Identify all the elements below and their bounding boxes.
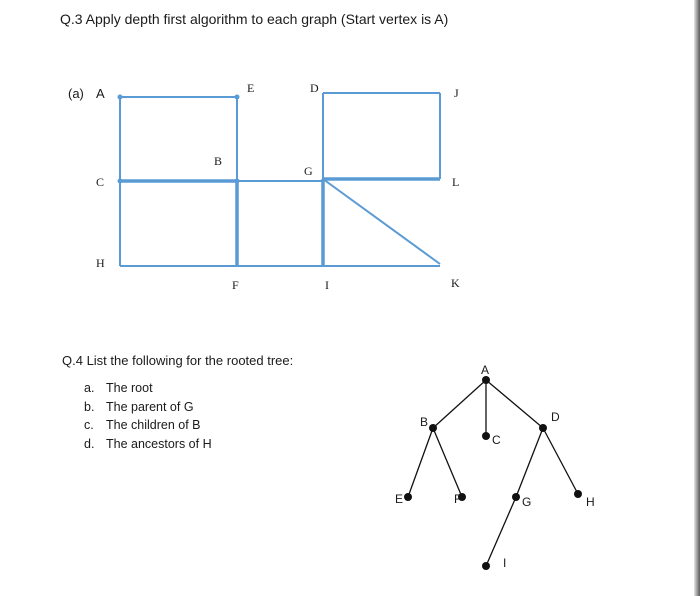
list-item-text: The children of B xyxy=(106,418,201,432)
tree-edge-b-f xyxy=(433,428,462,497)
graph-vertex-label-g: G xyxy=(304,164,313,178)
tree-edge-g-i xyxy=(486,497,516,566)
tree-label-h: H xyxy=(586,495,595,509)
list-marker: a. xyxy=(84,381,95,395)
question-4-title: Q.4 List the following for the rooted tree: xyxy=(62,353,294,368)
tree-label-e: E xyxy=(395,492,404,506)
graph-vertex-label-e: E xyxy=(247,81,255,95)
list-marker: b. xyxy=(84,399,95,414)
tree-edge-d-g xyxy=(516,428,543,497)
tree-node-c xyxy=(482,432,490,440)
list-item xyxy=(84,381,212,400)
list-item xyxy=(84,437,212,456)
graph-vertex-label-d: D xyxy=(310,81,319,95)
graph-vertex-label-c: C xyxy=(96,175,105,189)
list-marker: d. xyxy=(84,436,95,451)
tree-node-d xyxy=(539,424,547,432)
graph-vertex-label-h: H xyxy=(96,256,105,270)
tree-label-d: D xyxy=(551,410,560,424)
tree-edge-b-e xyxy=(408,428,433,497)
graph-vertex-label-j: J xyxy=(454,86,459,100)
list-item-text: The ancestors of H xyxy=(106,436,212,451)
graph-vertex-label-a: A xyxy=(96,86,105,101)
graph-vertex-label-k: K xyxy=(451,276,460,290)
tree-edge-a-d xyxy=(486,380,543,428)
graph-vertex-label-f: F xyxy=(232,278,239,292)
tree-edge-a-b xyxy=(433,380,486,428)
question-3-title: Q.3 Apply depth first algorithm to each graph (Start vertex is A) xyxy=(60,11,449,27)
tree-edges xyxy=(408,380,578,566)
graph-vertex-label-l: L xyxy=(452,175,460,189)
question-4-list xyxy=(84,381,212,455)
tree-label-f: F xyxy=(454,492,462,506)
tree-node-g xyxy=(512,493,520,501)
tree-nodes xyxy=(404,376,582,570)
graph-vertex-label-b: B xyxy=(214,154,223,168)
tree-label-b: B xyxy=(420,415,429,429)
graph-edge-g-k xyxy=(323,179,440,264)
part-a-label: (a) xyxy=(68,86,84,101)
tree-node-b xyxy=(429,424,437,432)
list-item xyxy=(84,400,212,419)
list-item-text: The parent of G xyxy=(106,399,194,414)
tree-node-i xyxy=(482,562,490,570)
tree-label-a: A xyxy=(481,363,490,377)
graph-dot-c xyxy=(118,179,123,184)
graph-dot-b xyxy=(235,179,240,184)
tree-node-h xyxy=(574,490,582,498)
tree-label-i: I xyxy=(503,556,507,570)
graph-vertex-dots xyxy=(118,95,240,184)
list-item-text: The root xyxy=(106,381,153,395)
tree-label-c: C xyxy=(492,433,501,447)
graph-edges xyxy=(120,93,440,266)
graph-dot-a xyxy=(118,95,123,100)
tree-node-a xyxy=(482,376,490,384)
graph-vertex-label-i: I xyxy=(325,278,329,292)
graph-dot-e xyxy=(235,95,240,100)
tree-node-e xyxy=(404,493,412,501)
list-item xyxy=(84,418,212,437)
list-marker: c. xyxy=(84,418,94,432)
tree-label-g: G xyxy=(522,495,532,509)
tree-edge-d-h xyxy=(543,428,578,494)
